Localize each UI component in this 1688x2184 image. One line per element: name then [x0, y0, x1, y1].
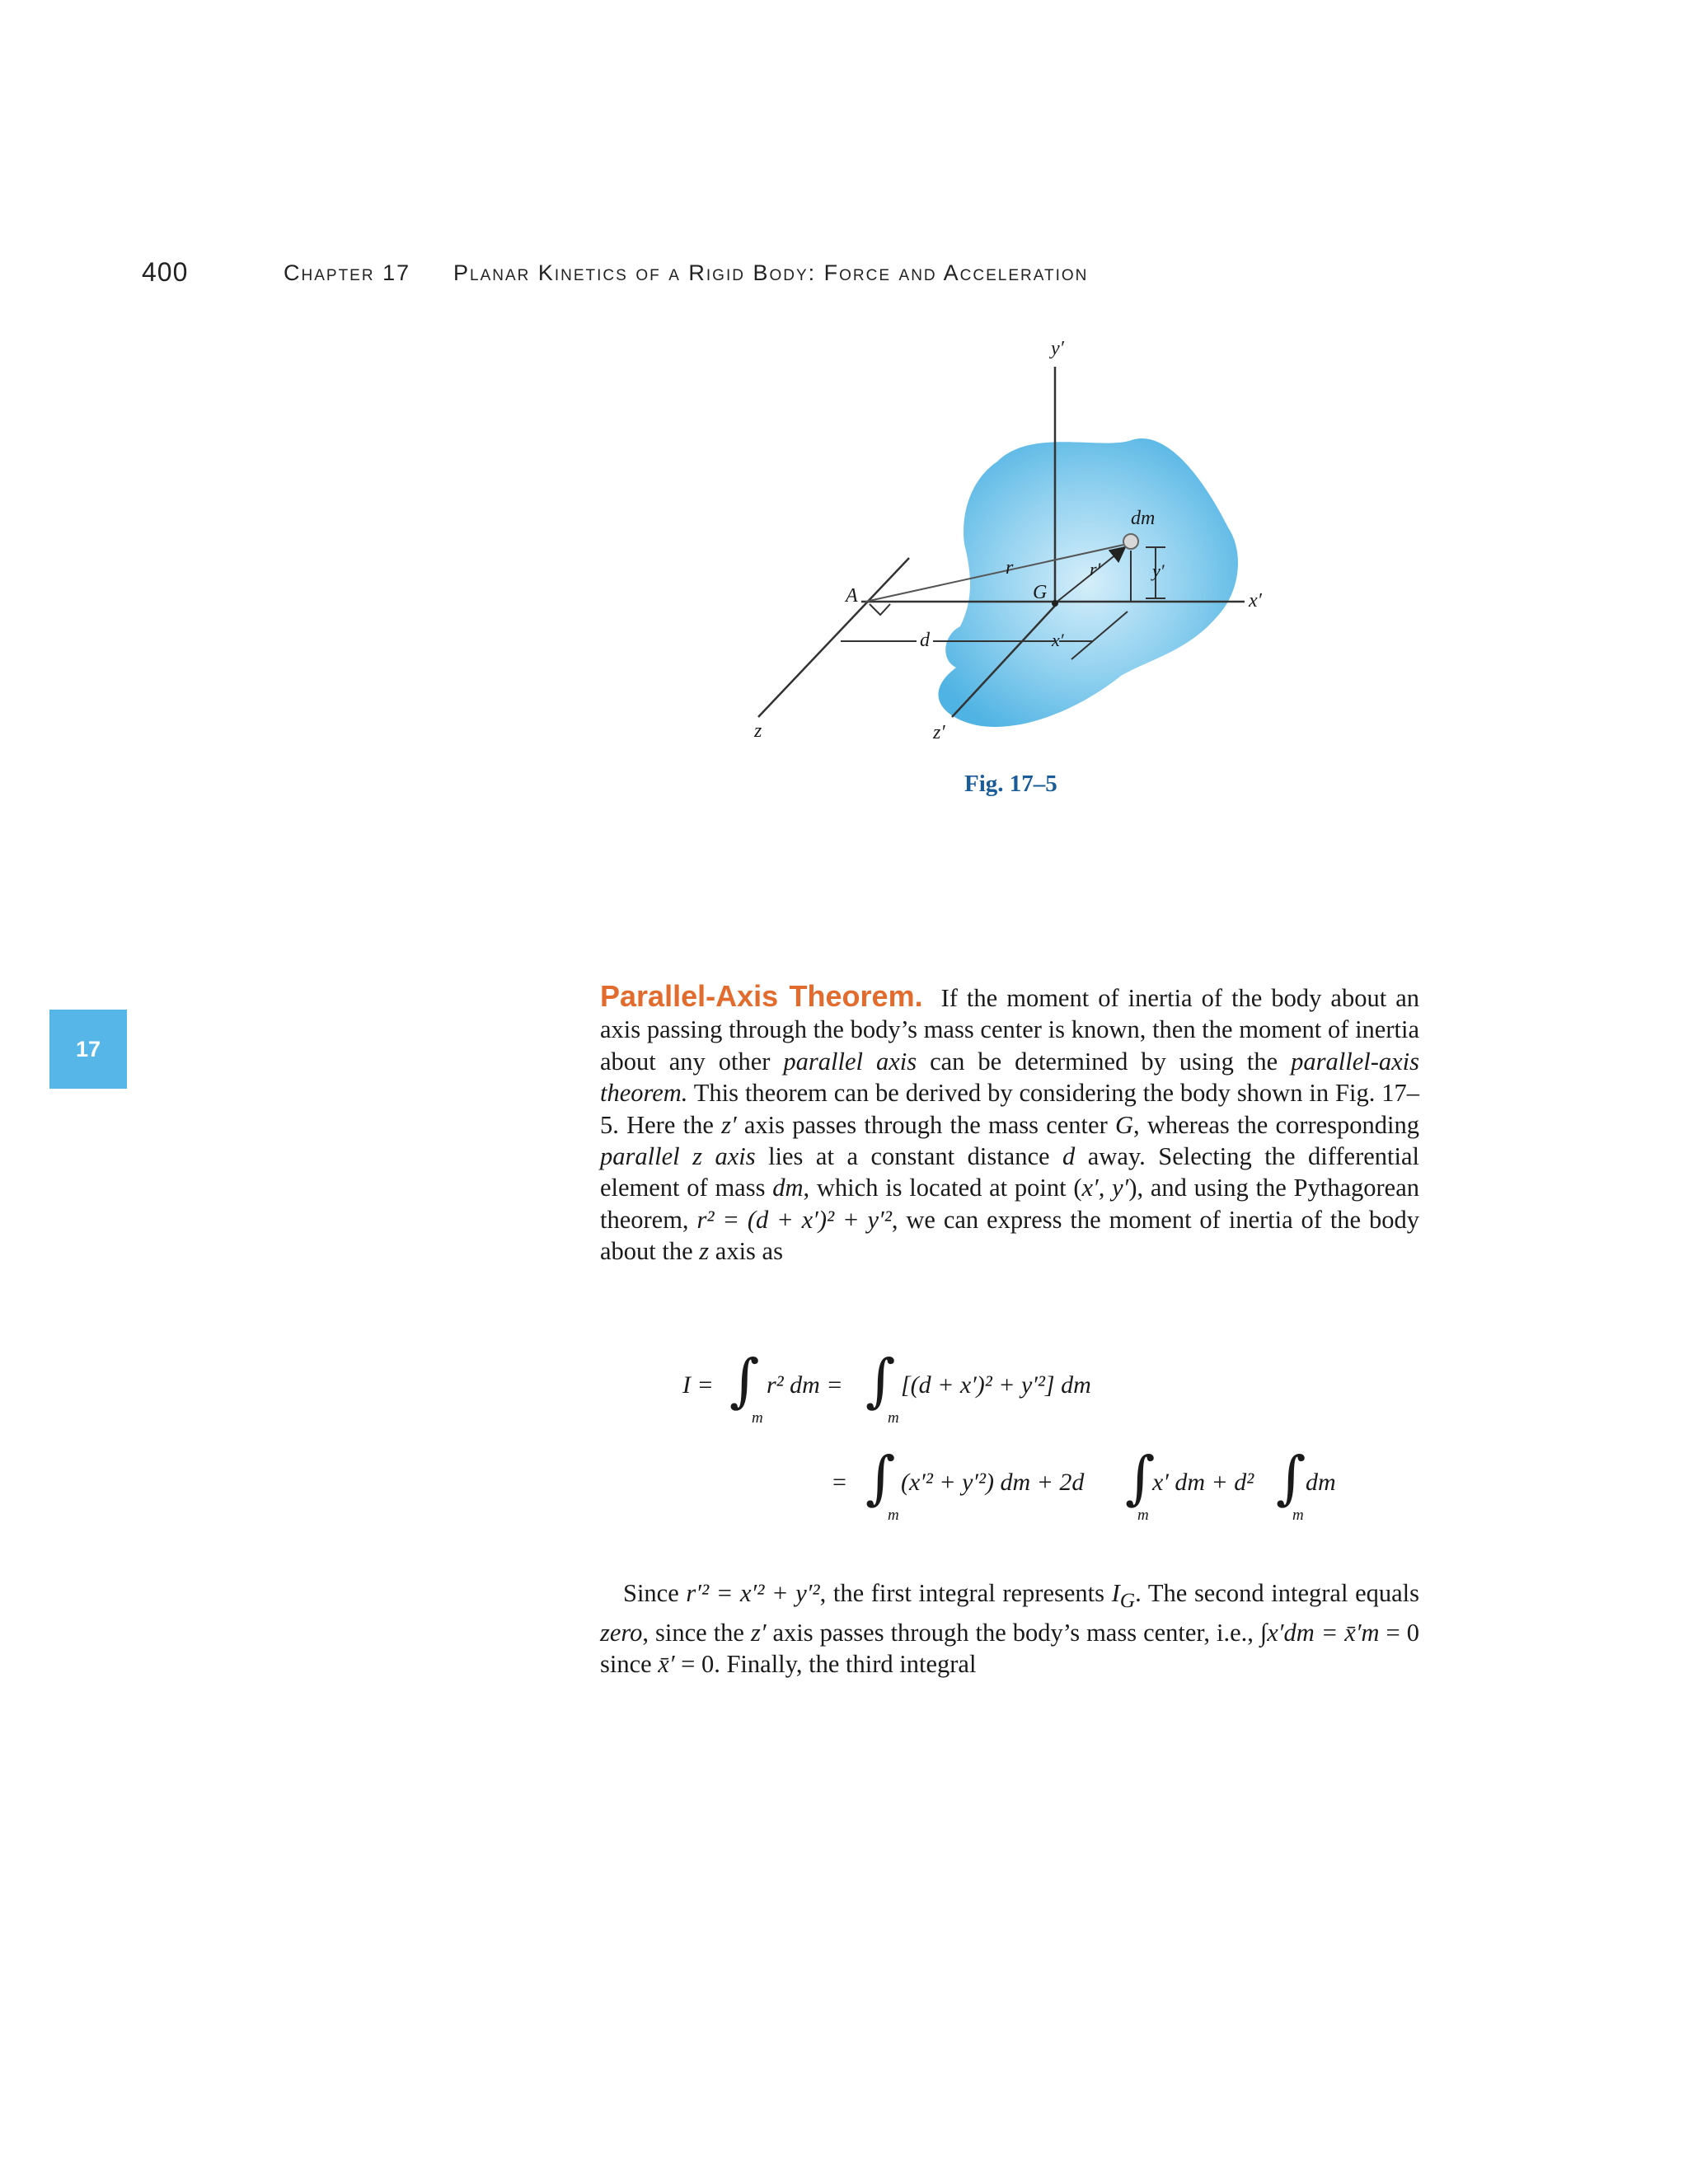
text-run: = 0 since	[600, 1618, 1420, 1678]
math-expression: x′dm = x̄′m	[1267, 1618, 1380, 1647]
integral-limit: m	[1137, 1507, 1149, 1524]
math-symbol: z′	[721, 1110, 737, 1139]
math-expression: r² = (d + x′)² + y′²	[696, 1205, 892, 1234]
text-run: away. Selecting the differential element of mass	[600, 1142, 1419, 1202]
math-symbol: G	[1114, 1110, 1133, 1139]
paragraph-parallel-axis-intro	[600, 981, 1419, 1268]
text-run: axis as	[709, 1237, 783, 1266]
emphasis: parallel axis	[783, 1047, 917, 1076]
math-symbol: z	[699, 1237, 710, 1266]
emphasis: parallel z axis	[600, 1142, 756, 1171]
label-x-prime-axis: x′	[1249, 590, 1262, 612]
text-run: lies at a constant distance	[755, 1142, 1063, 1171]
label-y-prime-dim: y′	[1152, 560, 1165, 581]
integral-limit: m	[888, 1507, 899, 1524]
integral-limit: m	[888, 1409, 899, 1427]
integral-sign: ∫	[865, 1347, 896, 1414]
label-A: A	[846, 585, 858, 607]
integral-sign: ∫	[865, 1444, 896, 1511]
chapter-tab-label: 17	[75, 1036, 101, 1062]
label-G: G	[1033, 582, 1048, 603]
text-run: can be determined by using the	[917, 1047, 1292, 1076]
label-y-prime: y′	[1051, 338, 1064, 359]
equation-term: dm	[1306, 1469, 1336, 1496]
text-run: ), and using the Pythagorean theorem,	[600, 1174, 1419, 1234]
dm-element	[1123, 534, 1138, 549]
equation-term: r² dm =	[767, 1371, 843, 1399]
page-number: 400	[142, 257, 189, 287]
integral-sign: ∫	[729, 1347, 760, 1414]
math-symbol: d	[1062, 1142, 1076, 1171]
emphasis: parallel-axis theorem.	[600, 1047, 1419, 1108]
equation-term: (x′² + y′²) dm + 2d	[901, 1469, 1085, 1496]
math-symbol: I	[1111, 1579, 1120, 1607]
math-symbol: x̄′	[658, 1649, 675, 1678]
math-symbol: x′, y′	[1081, 1174, 1129, 1202]
mass-center-point	[1052, 600, 1058, 607]
math-symbol: dm	[772, 1174, 804, 1202]
math-subscript: G	[1119, 1589, 1136, 1613]
math-expression: r′² = x′² + y′²	[686, 1579, 820, 1607]
figure-17-5	[0, 0, 1688, 824]
integral-limit: m	[1292, 1507, 1304, 1524]
integral-sign: ∫	[1125, 1444, 1156, 1511]
equation-lhs: I =	[682, 1371, 714, 1399]
text-run: axis passes through the body’s mass center, i.e., ∫	[766, 1618, 1268, 1647]
text-run: This theorem can be derived by considering the body shown in Fig. 17–5. Here the	[600, 1079, 1419, 1139]
text-run: , the first integral represents	[819, 1579, 1112, 1607]
label-r: r	[1006, 557, 1014, 579]
paragraph-integral-explanation	[600, 1577, 1419, 1680]
section-heading: Parallel-Axis Theorem.	[600, 979, 923, 1013]
text-run: . The second integral equals	[1135, 1579, 1420, 1607]
equation-term: [(d + x′)² + y′²] dm	[901, 1371, 1091, 1399]
text-run: , whereas the corresponding	[1133, 1110, 1419, 1139]
figure-caption: Fig. 17–5	[964, 771, 1057, 797]
chapter-tab	[49, 1010, 127, 1089]
equation-term: x′ dm + d²	[1152, 1469, 1254, 1496]
text-run: If the moment of inertia of the body about an axis passing through the body’s mass center is known, then the moment of inertia about any other	[600, 984, 1419, 1076]
chapter-label: Chapter 17	[284, 260, 411, 285]
text-run: , which is located at point (	[803, 1174, 1082, 1202]
chapter-title: Planar Kinetics of a Rigid Body: Force and Acceleration	[453, 260, 1089, 285]
label-x-prime-dim: x′	[1052, 630, 1064, 650]
label-r-prime: r′	[1090, 559, 1101, 579]
figure-diagram	[0, 0, 1688, 824]
integral-limit: m	[752, 1409, 763, 1427]
equation-equals: =	[832, 1469, 846, 1496]
text-run: = 0. Finally, the third integral	[674, 1649, 977, 1678]
integral-sign: ∫	[1276, 1444, 1306, 1511]
text-run: , we can express the moment of inertia of the body about the	[600, 1205, 1419, 1266]
label-z-prime: z′	[933, 722, 945, 743]
label-d: d	[917, 630, 933, 652]
label-dm: dm	[1131, 508, 1156, 529]
text-run: , since the	[642, 1618, 751, 1647]
label-z: z	[754, 720, 762, 742]
text-run: Since	[623, 1579, 687, 1607]
text-run: axis passes through the mass center	[736, 1110, 1115, 1139]
math-symbol: z′	[750, 1618, 767, 1647]
emphasis: zero	[600, 1618, 643, 1647]
